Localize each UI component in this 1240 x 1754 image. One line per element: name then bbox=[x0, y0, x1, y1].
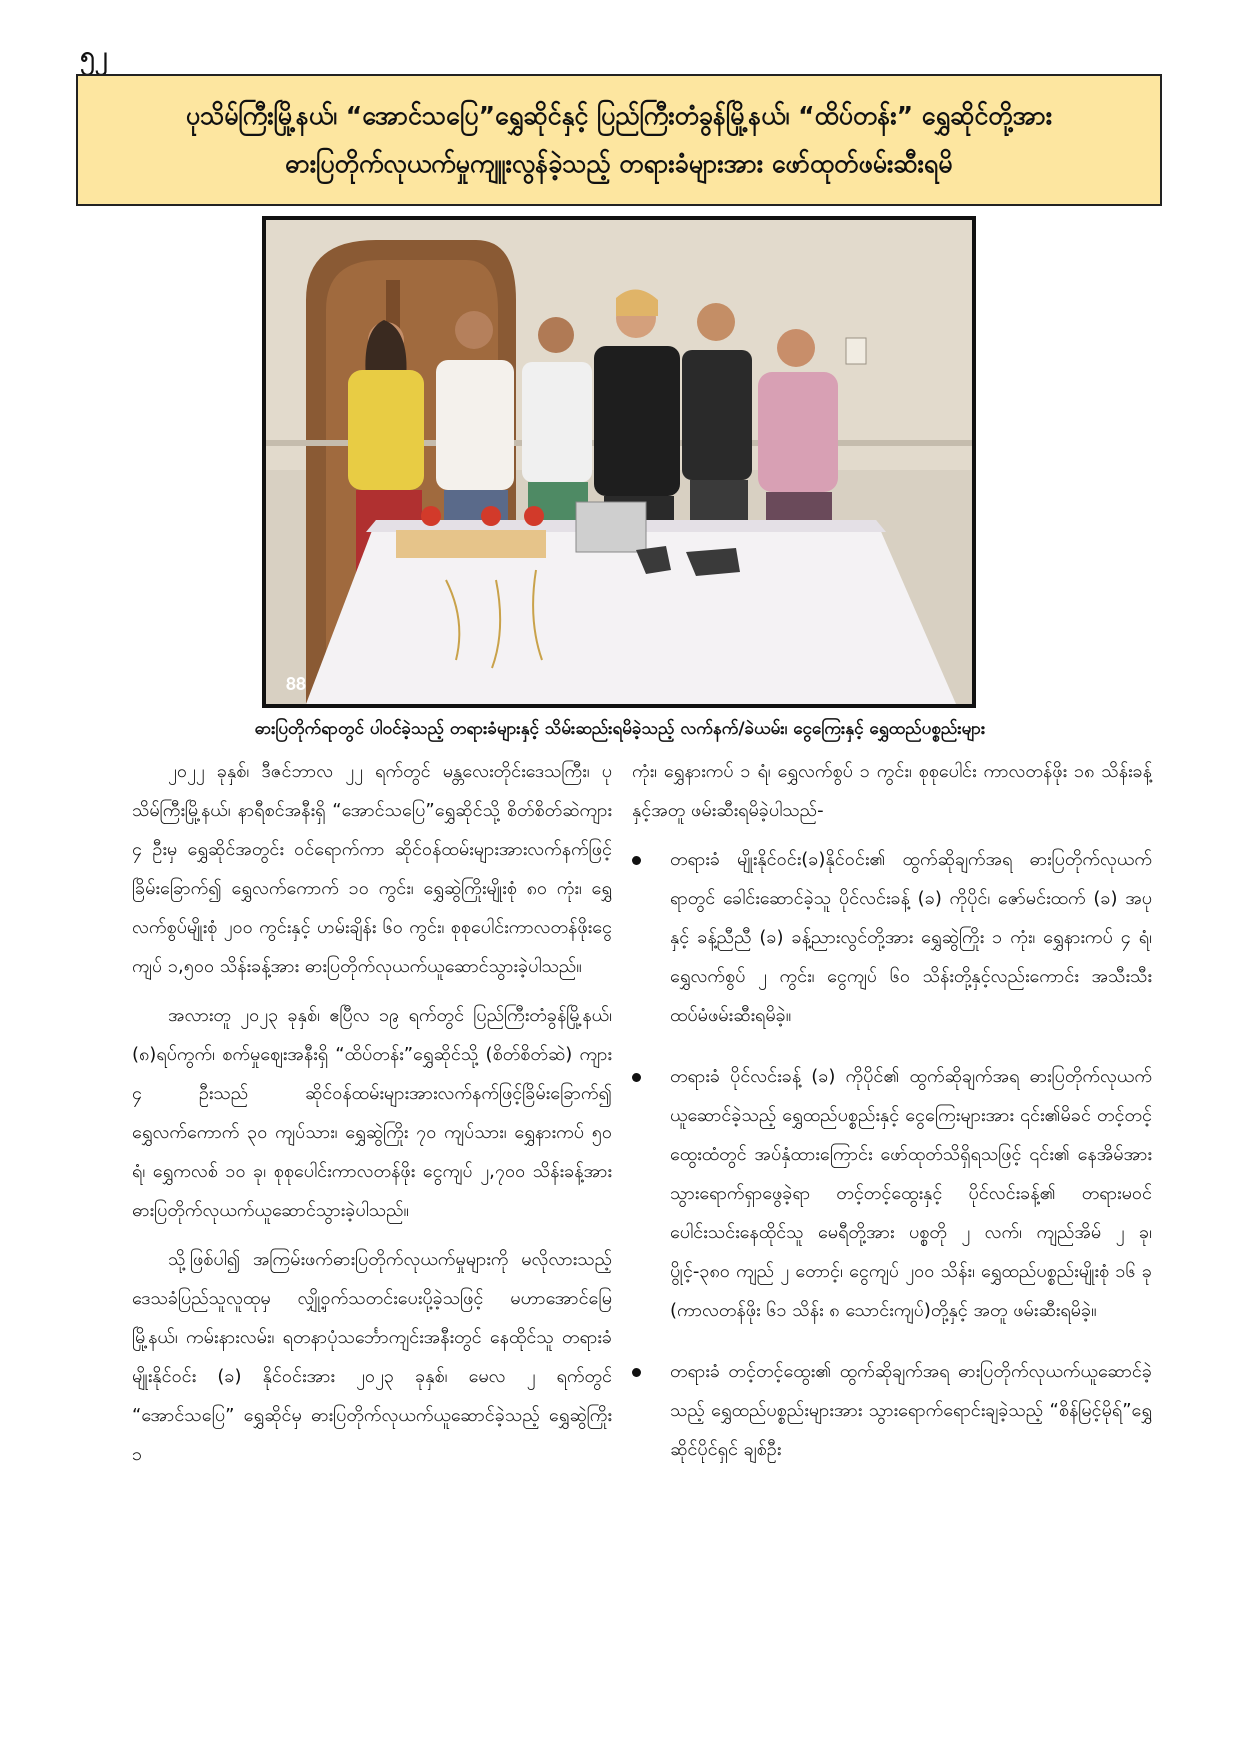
news-photo bbox=[262, 216, 976, 708]
headline-line-1: ပုသိမ်ကြီးမြို့နယ်၊ “အောင်သပြေ”ရွှေဆိုင်နှင့် ပြည်ကြီးတံခွန်မြို့နယ်၊ “ထိပ်တန်း” ရွှေဆိုင်တို့အား bbox=[185, 101, 1053, 130]
bullet-item-3: တရားခံ တင့်တင့်ထွေး၏ ထွက်ဆိုချက်အရ ဓားပြတိုက်လုယက်ယူဆောင်ခဲ့သည့် ရွှေထည်ပစ္စည်းများအား သွားရောက်ရောင်းချခဲ့သည့် “စိန်မြင့်မိုရ်”ရွှေဆိုင်ပိုင်ရှင် ချစ်ဦး bbox=[632, 1352, 1152, 1469]
headline-line-2: ဓားပြတိုက်လုယက်မှုကျူးလွန်ခဲ့သည့် တရားခံများအား ဖော်ထုတ်ဖမ်းဆီးရမိ bbox=[285, 149, 953, 178]
bullet-item-1: တရားခံ မျိုးနိုင်ဝင်း(ခ)နိုင်ဝင်း၏ ထွက်ဆိုချက်အရ ဓားပြတိုက်လုယက်ရာတွင် ခေါင်းဆောင်ခဲ့သူ ပိုင်လင်းခန့် (ခ) ကိုပိုင်၊ ဇော်မင်းထက် (ခ) အပုနှင့် ခန့်ညီညီ (ခ) ခန့်ညားလွင်တို့အား ရွှေဆွဲကြိုး ၁ ကုံး၊ ရွှေနားကပ် ၄ ရံ၊ ရွှေလက်စွပ် ၂ ကွင်း၊ ငွေကျပ် ၆၀ သိန်းတို့နှင့်လည်းကောင်း အသီးသီး ထပ်မံဖမ်းဆီးရမိခဲ့။ bbox=[632, 840, 1152, 1035]
photo-watermark: 𝟖𝟖 bbox=[286, 674, 307, 695]
right-column bbox=[632, 752, 1152, 1491]
right-intro: ကုံး၊ ရွှေနားကပ် ၁ ရံ၊ ရွှေလက်စွပ် ၁ ကွင်း၊ စုစုပေါင်း ကာလတန်ဖိုး ၁၈ သိန်းခန့်နှင့်အတူ ဖမ်းဆီးရမိခဲ့ပါသည်- bbox=[632, 761, 1152, 821]
bullet-item-2: တရားခံ ပိုင်လင်းခန့် (ခ) ကိုပိုင်၏ ထွက်ဆိုချက်အရ ဓားပြတိုက်လုယက်ယူဆောင်ခဲ့သည့် ရွှေထည်ပစ္စည်းနှင့် ငွေကြေးများအား ၎င်း၏မိခင် တင့်တင့်ထွေးထံတွင် အပ်နှံထားကြောင်း ဖော်ထုတ်သိရှိရသဖြင့် ၎င်း၏ နေအိမ်အား သွားရောက်ရှာဖွေခဲ့ရာ တင့်တင့်ထွေးနှင့် ပိုင်လင်းခန့်၏ တရားမဝင်ပေါင်းသင်းနေထိုင်သူ မေရီတို့အား ပစ္စတို ၂ လက်၊ ကျည်အိမ် ၂ ခု၊ ပွိုင့်-၃၈၀ ကျည် ၂ တောင့်၊ ငွေကျပ် ၂၀၀ သိန်း၊ ရွှေထည်ပစ္စည်းမျိုးစုံ ၁၆ ခု (ကာလတန်ဖိုး ၆၁ သိန်း ၈ သောင်းကျပ်)တို့နှင့် အတူ ဖမ်းဆီးရမိခဲ့။ bbox=[632, 1057, 1152, 1330]
left-column bbox=[132, 752, 612, 1484]
paragraph-1: ၂၀၂၂ ခုနှစ်၊ ဒီဇင်ဘာလ ၂၂ ရက်တွင် မန္တလေးတိုင်းဒေသကြီး၊ ပုသိမ်ကြီးမြို့နယ်၊ နာရီစင်အနီးရှိ “အောင်သပြေ”ရွှေဆိုင်သို့ စိတ်စိတ်ဆဲကျား ၄ ဦးမှ ရွှေဆိုင်အတွင်း ဝင်ရောက်ကာ ဆိုင်ဝန်ထမ်းများအားလက်နက်ဖြင့်ခြိမ်းခြောက်၍ ရွှေလက်ကောက် ၁၀ ကွင်း၊ ရွှေဆွဲကြိုးမျိုးစုံ ၈၀ ကုံး၊ ရွှေလက်စွပ်မျိုးစုံ ၂၀၀ ကွင်းနှင့် ဟမ်းချိန်း ၆၀ ကွင်း၊ စုစုပေါင်းကာလတန်ဖိုးငွေကျပ် ၁,၅၀၀ သိန်းခန့်အား ဓားပြတိုက်လုယက်ယူဆောင်သွားခဲ့ပါသည်။ bbox=[132, 761, 612, 977]
paragraph-3: သို့ဖြစ်ပါ၍ အကြမ်းဖက်ဓားပြတိုက်လုယက်မှုများကို မလိုလားသည့် ဒေသခံပြည်သူလူထုမှ လျှို့ဝှက်သတင်းပေးပို့ခဲ့သဖြင့် မဟာအောင်မြေမြို့နယ်၊ ကမ်းနားလမ်း၊ ရတနာပုံသင်္ဘောကျင်းအနီးတွင် နေထိုင်သူ တရားခံ မျိုးနိုင်ဝင်း (ခ) နိုင်ဝင်းအား ၂၀၂၃ ခုနှစ်၊ မေလ ၂ ရက်တွင် “အောင်သပြေ” ရွှေဆိုင်မှ ဓားပြတိုက်လုယက်ယူဆောင်ခဲ့သည့် ရွှေဆွဲကြိုး ၁ bbox=[132, 1249, 612, 1465]
photo-caption: ဓားပြတိုက်ရာတွင် ပါဝင်ခဲ့သည့် တရားခံများနှင့် သိမ်းဆည်းရမိခဲ့သည့် လက်နက်/ခဲယမ်း၊ ငွေကြေးနှင့် ရွှေထည်ပစ္စည်းများ bbox=[254, 719, 986, 739]
paragraph-2: အလားတူ ၂၀၂၃ ခုနှစ်၊ ဧပြီလ ၁၉ ရက်တွင် ပြည်ကြီးတံခွန်မြို့နယ်၊ (၈)ရပ်ကွက်၊ စက်မှုဈေးအနီးရှိ “ထိပ်တန်း”ရွှေဆိုင်သို့ (စိတ်စိတ်ဆဲ) ကျား ၄ ဦးသည် ဆိုင်ဝန်ထမ်းများအားလက်နက်ဖြင့်ခြိမ်းခြောက်၍ ရွှေလက်ကောက် ၃၀ ကျပ်သား၊ ရွှေဆွဲကြိုး ၇၀ ကျပ်သား၊ ရွှေနားကပ် ၅၀ ရံ၊ ရွှေကလစ် ၁၀ ခု၊ စုစုပေါင်းကာလတန်ဖိုး ငွေကျပ် ၂,၇၀၀ သိန်းခန့်အား ဓားပြတိုက်လုယက်ယူဆောင်သွားခဲ့ပါသည်။ bbox=[132, 1005, 612, 1221]
photo-illustration bbox=[266, 220, 972, 704]
page-number: ၅၂ bbox=[80, 41, 108, 71]
headline-box bbox=[76, 74, 1162, 206]
